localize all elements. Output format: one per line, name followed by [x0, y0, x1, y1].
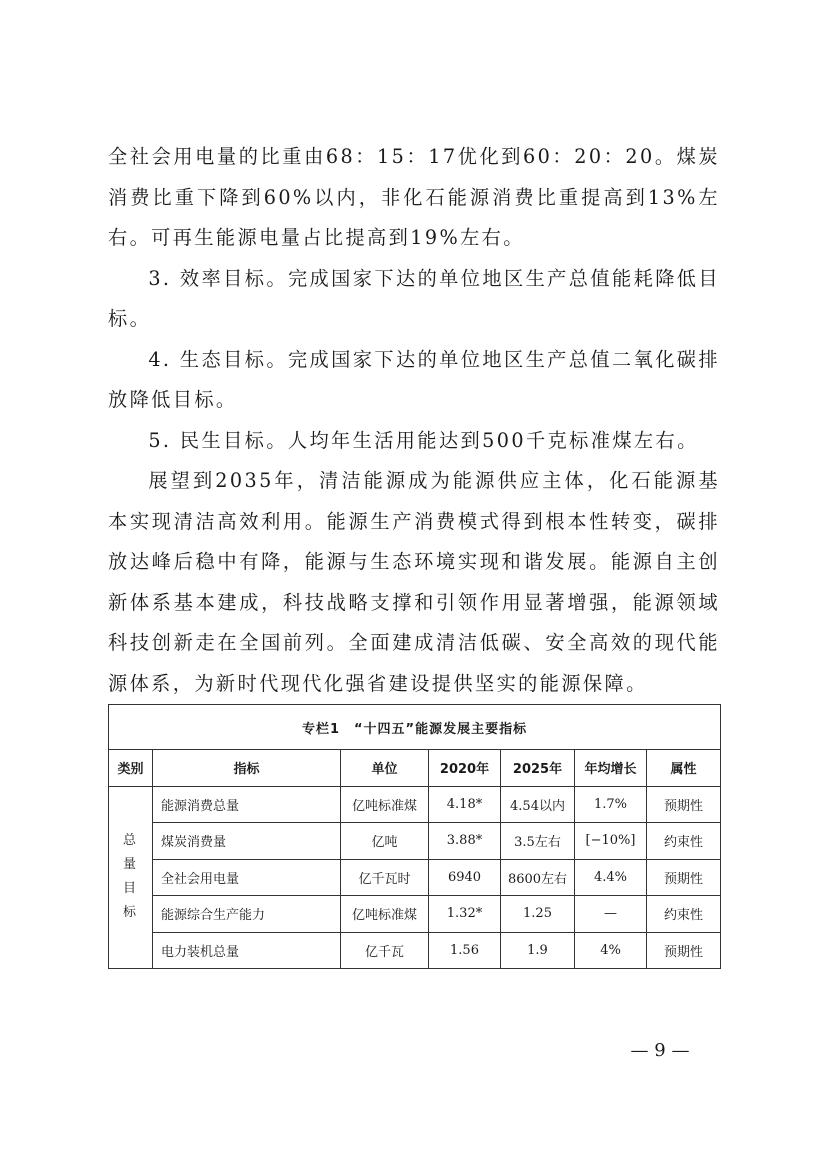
- header-attribute: 属性: [647, 750, 721, 787]
- table-row: [109, 896, 721, 933]
- cell-2025: 8600左右: [501, 859, 575, 896]
- header-unit: 单位: [341, 750, 429, 787]
- cell-2020: 3.88*: [429, 823, 501, 860]
- cell-indicator: 电力装机总量: [153, 932, 341, 969]
- cell-2020: 1.32*: [429, 896, 501, 933]
- cell-growth: 4%: [575, 932, 647, 969]
- cell-attribute: 预期性: [647, 786, 721, 823]
- header-category: 类别: [109, 750, 153, 787]
- cell-attribute: 预期性: [647, 932, 721, 969]
- table-row: [109, 823, 721, 860]
- cell-2025: 1.9: [501, 932, 575, 969]
- cell-2020: 1.56: [429, 932, 501, 969]
- table-row: [109, 859, 721, 896]
- table-caption: 专栏1 “十四五”能源发展主要指标: [109, 705, 721, 750]
- cell-growth: 4.4%: [575, 859, 647, 896]
- cell-growth: 1.7%: [575, 786, 647, 823]
- paragraph-ecology-target: 4. 生态目标。完成国家下达的单位地区生产总值二氧化碳排放降低目标。: [108, 347, 720, 411]
- header-annual-growth: 年均增长: [575, 750, 647, 787]
- header-indicator: 指标: [153, 750, 341, 787]
- cell-indicator: 能源综合生产能力: [153, 896, 341, 933]
- table-row: [109, 932, 721, 969]
- cell-2020: 6940: [429, 859, 501, 896]
- cell-unit: 亿千瓦: [341, 932, 429, 969]
- cell-attribute: 预期性: [647, 859, 721, 896]
- cell-2025: 4.54以内: [501, 786, 575, 823]
- cell-2025: 1.25: [501, 896, 575, 933]
- paragraph-livelihood-target: 5. 民生目标。人均年生活用能达到500千克标准煤左右。: [148, 428, 699, 452]
- cell-unit: 亿吨标准煤: [341, 786, 429, 823]
- cell-2025: 3.5左右: [501, 823, 575, 860]
- body-text: [108, 137, 720, 704]
- category-total-targets: 总量目标: [122, 833, 138, 921]
- cell-unit: 亿吨标准煤: [341, 896, 429, 933]
- cell-indicator: 煤炭消费量: [153, 823, 341, 860]
- table-header-row: [109, 750, 721, 787]
- paragraph-ratio-targets: 全社会用电量的比重由68：15：17优化到60：20：20。煤炭消费比重下降到60%以内，非化石能源消费比重提高到13%左右。可再生能源电量占比提高到19%左右。: [108, 145, 720, 249]
- header-2020: 2020年: [429, 750, 501, 787]
- cell-growth: —: [575, 896, 647, 933]
- paragraph-efficiency-target: 3. 效率目标。完成国家下达的单位地区生产总值能耗降低目标。: [108, 266, 720, 330]
- header-2025: 2025年: [501, 750, 575, 787]
- table-row: [109, 786, 721, 823]
- cell-unit: 亿千瓦时: [341, 859, 429, 896]
- cell-unit: 亿吨: [341, 823, 429, 860]
- paragraph-outlook-2035: 展望到2035年，清洁能源成为能源供应主体，化石能源基本实现清洁高效利用。能源生产消费模式得到根本性转变，碳排放达峰后稳中有降，能源与生态环境实现和谐发展。能源自主创新体系基本建成，科技战略支撑和引领作用显著增强，能源领域科技创新走在全国前列。全面建成清洁低碳、安全高效的现代能源体系，为新时代现代化强省建设提供坚实的能源保障。: [108, 469, 720, 695]
- cell-indicator: 全社会用电量: [153, 859, 341, 896]
- cell-attribute: 约束性: [647, 823, 721, 860]
- page-number: — 9 —: [630, 1040, 690, 1061]
- cell-indicator: 能源消费总量: [153, 786, 341, 823]
- cell-growth: [−10%]: [575, 823, 647, 860]
- cell-attribute: 约束性: [647, 896, 721, 933]
- cell-2020: 4.18*: [429, 786, 501, 823]
- energy-indicators-table: [108, 704, 721, 969]
